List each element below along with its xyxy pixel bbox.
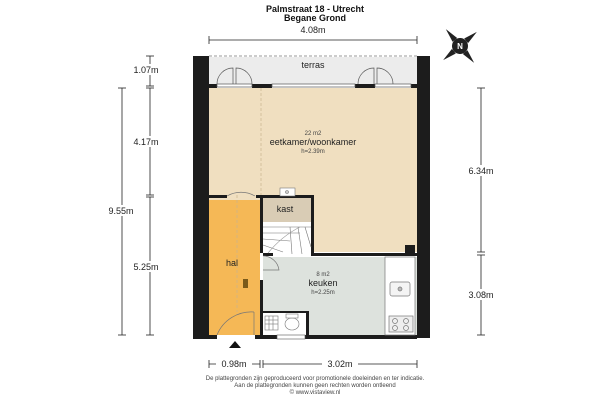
dim-top-width: 4.08m <box>300 25 326 35</box>
label-terras: terras <box>301 60 325 70</box>
wall-sink <box>280 188 295 196</box>
dim-right-lower: 3.08m <box>468 290 494 300</box>
dim-right-upper: 6.34m <box>468 166 494 176</box>
dim-left-total: 9.55m <box>108 206 134 216</box>
footer-disclaimer-line1: De plattegronden zijn geproduceerd voor promotionele doeleinden en ter indicatie. <box>205 376 425 382</box>
footer-copyright: © www.vistaview.nl <box>289 390 341 396</box>
dim-left-living: 4.17m <box>133 137 159 147</box>
compass-north-label: N <box>457 42 463 51</box>
dim-bottom-right: 3.02m <box>327 359 353 369</box>
label-woonkamer-height: h=2.39m <box>301 149 325 155</box>
label-keuken-name: keuken <box>308 278 338 288</box>
dim-bottom-left: 0.98m <box>221 359 247 369</box>
label-woonkamer-area: 22 m2 <box>304 131 322 137</box>
entrance-arrow <box>229 341 241 348</box>
label-keuken-area: 8 m2 <box>316 272 330 278</box>
label-kast: kast <box>276 204 294 214</box>
label-hal: hal <box>225 258 239 268</box>
kitchen-counter <box>385 257 415 335</box>
meter-box <box>243 279 248 288</box>
front-window <box>277 335 305 339</box>
plan-floor-level: Begane Grond <box>283 13 346 23</box>
dim-left-lower: 5.25m <box>133 262 159 272</box>
plan-address: Palmstraat 18 - Utrecht <box>265 4 365 14</box>
footer-disclaimer-line2: Aan de plattegronden kunnen geen rechten worden ontleend <box>234 383 396 389</box>
label-keuken-height: h=2.25m <box>311 290 335 296</box>
label-woonkamer-name: eetkamer/woonkamer <box>269 137 357 147</box>
dim-left-terras: 1.07m <box>133 65 159 75</box>
